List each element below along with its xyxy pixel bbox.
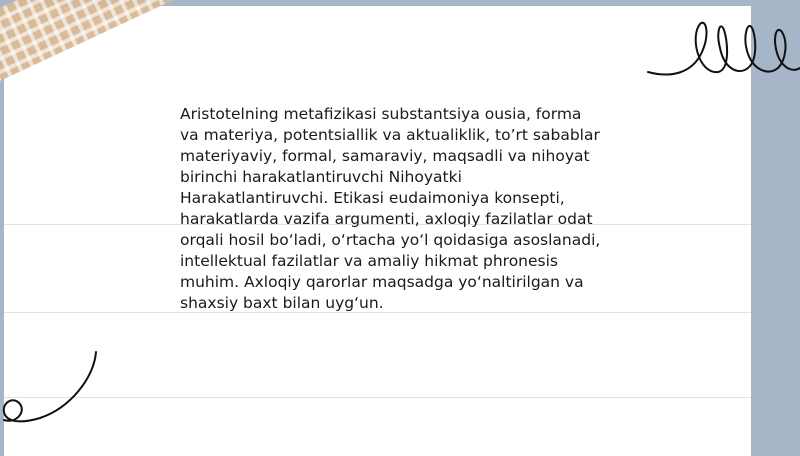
loop-squiggle-icon bbox=[640, 12, 800, 82]
ruled-line bbox=[4, 397, 751, 398]
curl-squiggle-icon bbox=[0, 348, 110, 428]
body-paragraph: Aristotelning metafizikasi substantsiya ousia, forma va materiya, potentsiallik va aktualiklik, to’rt sabablar materiyaviy, formal, samaraviy, maqsadli va nihoyat birinchi harakatlantiruvchi Nihoyatki Harakatlantiruvchi. Etikasi eudaimoniya konsepti, harakatlarda vazifa argumenti, axloqiy fazilatlar odat orqali hosil bo‘ladi, o‘rtacha yo‘l qoidasiga asoslanadi, intellektual fazilatlar va amaliy hikmat phronesis muhim. Axloqiy qarorlar maqsadga yo‘naltirilgan va shaxsiy baxt bilan uyg‘un. bbox=[180, 105, 601, 312]
